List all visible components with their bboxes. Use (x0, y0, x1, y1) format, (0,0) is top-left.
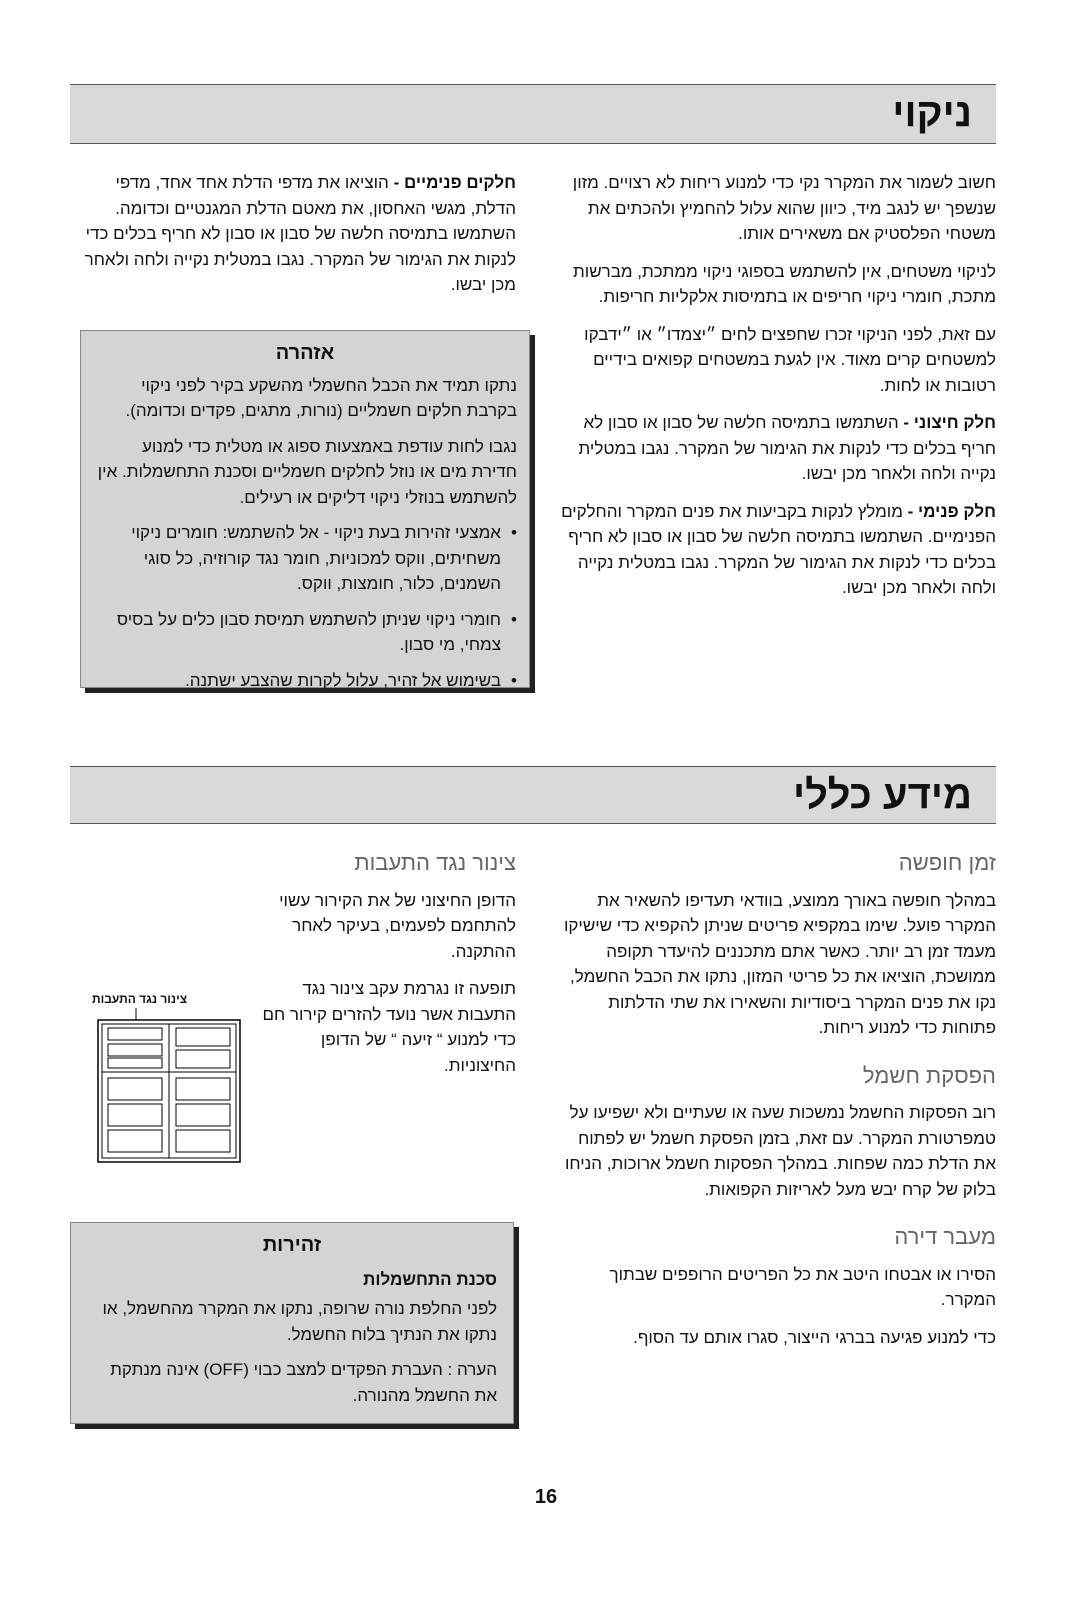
page-number: 16 (534, 1486, 558, 1508)
section-title-cleaning: ניקוי (892, 91, 972, 135)
item-text: הוציאו את מדפי הדלת אחד אחד, מדפי הדלת, מגשי האחסון, את מאטם הדלת המגנטיים וכדומה. השתמשו בתמיסה חלשה של סבון או סבון לא חריף בכלים כדי לנקות את הגימור של המקרר. נגבו במטלית נקייה ולחה ולאחר מכן יבשו. (84, 173, 516, 294)
warning-paragraph: נתקו תמיד את הכבל החשמלי מהשקע בקיר לפני ניקוי בקרבת חלקים חשמליים (נורות, מתגים, פקדים וכדומה). (125, 375, 517, 420)
cleaning-item-exterior (556, 410, 996, 487)
warning-title: אזהרה (275, 342, 335, 364)
power-outage-text: רוב הפסקות החשמל נמשכות שעה או שעתיים ולא ישפיעו על טמפרטורת המקרר. עם זאת, בזמן הפסקת חשמל יש לפתוח את הדלת כמה שפחות. במהלך הפסקות חשמל ארוכות, הניחו בלוק של קרח יבש מעל לאריזות הקפואות. (564, 1103, 996, 1199)
warning-paragraph: נגבו לחות עודפת באמצעות ספוג או מטלית כדי למנוע חדירת מים או נוזל לחלקים חשמליים וסכנת התחשמלות. אין להשתמש בנוזלי ניקוי דליקים או רעילים. (97, 436, 517, 507)
cleaning-paragraph: עם זאת, לפני הניקוי זכרו שחפצים לחים ״יצמדו״ או ״ידבקו למשטחים קרים מאוד. אין לגעת במשטחים קפואים בידיים רטובות או לחות. (584, 324, 996, 395)
cleaning-paragraph: חשוב לשמור את המקרר נקי כדי למנוע ריחות לא רצויים. מזון שנשפך יש לנגב מיד, כיוון שהוא עלול להחמיץ ולהכתים את משטחי הפלסטיק אם משאירים אותו. (572, 173, 996, 243)
shelf (176, 1078, 230, 1100)
figure-label: צינור נגד התעבות (92, 992, 188, 1006)
cleaning-left-column (80, 170, 516, 310)
cleaning-item-interior (556, 499, 996, 601)
vacation-text: במהלך חופשה באורך ממוצע, בוודאי תעדיפו להשאיר את המקרר פועל. שימו במקפיא פריטים שניתן להקפיא כדי שישיקו מעמד זמן רב יותר. כאשר אתם מתכננים להיעדר תקופה ממושכת, הוציאו את כל פריטי המזון, נתקו את הכבל החשמל, נקו את פנים המקרר ביסודיות והשאירו את שתי הדלתות פתוחות כדי למנוע ריחות. (563, 890, 996, 1037)
vacation-heading: זמן חופשה (898, 850, 996, 875)
shelf (108, 1104, 162, 1126)
shelf (108, 1028, 162, 1040)
caution-box (70, 1222, 514, 1424)
section-title-general: מידע כללי (793, 773, 972, 817)
shelf (108, 1078, 162, 1100)
shelf (176, 1050, 230, 1068)
cleaning-item-inner-parts (80, 170, 516, 298)
cleaning-paragraph: לניקוי משטחים, אין להשתמש בספוגי ניקוי ממתכת, מברשות מתכת, חומרי ניקוי חריפים או בתמיסות אלקליות חריפות. (573, 261, 996, 306)
shelf (108, 1058, 162, 1068)
anti-condensation-text: הדופן החיצוני של את הקירור עשוי להתחמם לפעמים, בעיקר לאחר ההתקנה. (279, 890, 516, 961)
anti-condensation-section (250, 850, 516, 1090)
item-text: השתמשו בתמיסה חלשה של סבון או סבון לא חריף בכלים כדי לנקות את הגימור של המקרר. נגבו במטלית נקייה ולחה ולאחר מכן יבשו. (578, 413, 996, 483)
caution-note: הערה : העברת הפקדים למצב כבוי (OFF) אינה מנתקת את החשמל מהנורה. (110, 1360, 497, 1405)
power-outage-heading: הפסקת חשמל (862, 1062, 996, 1088)
shelf (176, 1028, 230, 1046)
item-label: חלקים פנימיים - (393, 173, 516, 192)
caution-title: זהירות (262, 1234, 322, 1256)
item-label: חלק חיצוני - (903, 413, 996, 432)
moving-text: כדי למנוע פגיעה בברגי הייצור, סגרו אותם עד הסוף. (633, 1327, 996, 1347)
caution-subtitle: סכנת התחשמלות (363, 1269, 497, 1289)
warning-box (80, 330, 530, 688)
warning-bullet: • חומרי ניקוי שניתן להשתמש תמיסת סבון כלים על בסיס צמחי, מי סבון. (93, 607, 517, 658)
shelf (176, 1104, 230, 1126)
moving-heading: מעבר דירה (894, 1224, 996, 1249)
cleaning-right-column (556, 170, 996, 613)
warning-bullet: • אמצעי זהירות בעת ניקוי - אל להשתמש: חומרים ניקוי משחיתים, ווקס למכוניות, חומר נגד קורוזיה, כל סוגי השמנים, כלור, חומצות, ווקס. (93, 520, 517, 597)
general-right-column (556, 850, 996, 1362)
warning-list (93, 520, 517, 693)
anti-condensation-heading: צינור נגד התעבות (354, 850, 516, 875)
section-header-general (70, 766, 996, 824)
moving-text: הסירו או אבטחו היטב את כל הפריטים הרופפים שבתוך המקרר. (609, 1264, 996, 1309)
item-text: מומלץ לנקות בקביעות את פנים המקרר והחלקים הפנימיים. השתמשו בתמיסה חלשה של סבון או סבון לא חריף בכלים כדי לנקות את הגימור של המקרר. נגבו במטלית נקייה ולחה ולאחר מכן יבשו. (561, 501, 996, 597)
shelf (108, 1130, 162, 1152)
anti-condensation-text: תופעה זו נגרמת עקב צינור נגד התעבות אשר נועד להזרים קירור חם כדי למנוע “ זיעה “ של הדופן החיצוניות. (262, 979, 516, 1075)
shelf (176, 1130, 230, 1152)
caution-text: לפני החלפת נורה שרופה, נתקו את המקרר מהחשמל, או נתקו את הנתיך בלוח החשמל. (102, 1299, 497, 1344)
item-label: חלק פנימי - (907, 501, 996, 521)
shelf (108, 1044, 162, 1056)
warning-bullet: • בשימוש אל זהיר, עלול לקרות שהצבע ישתנה. (93, 668, 517, 694)
refrigerator-pipe-diagram (92, 1006, 242, 1166)
section-header-cleaning (70, 84, 996, 144)
